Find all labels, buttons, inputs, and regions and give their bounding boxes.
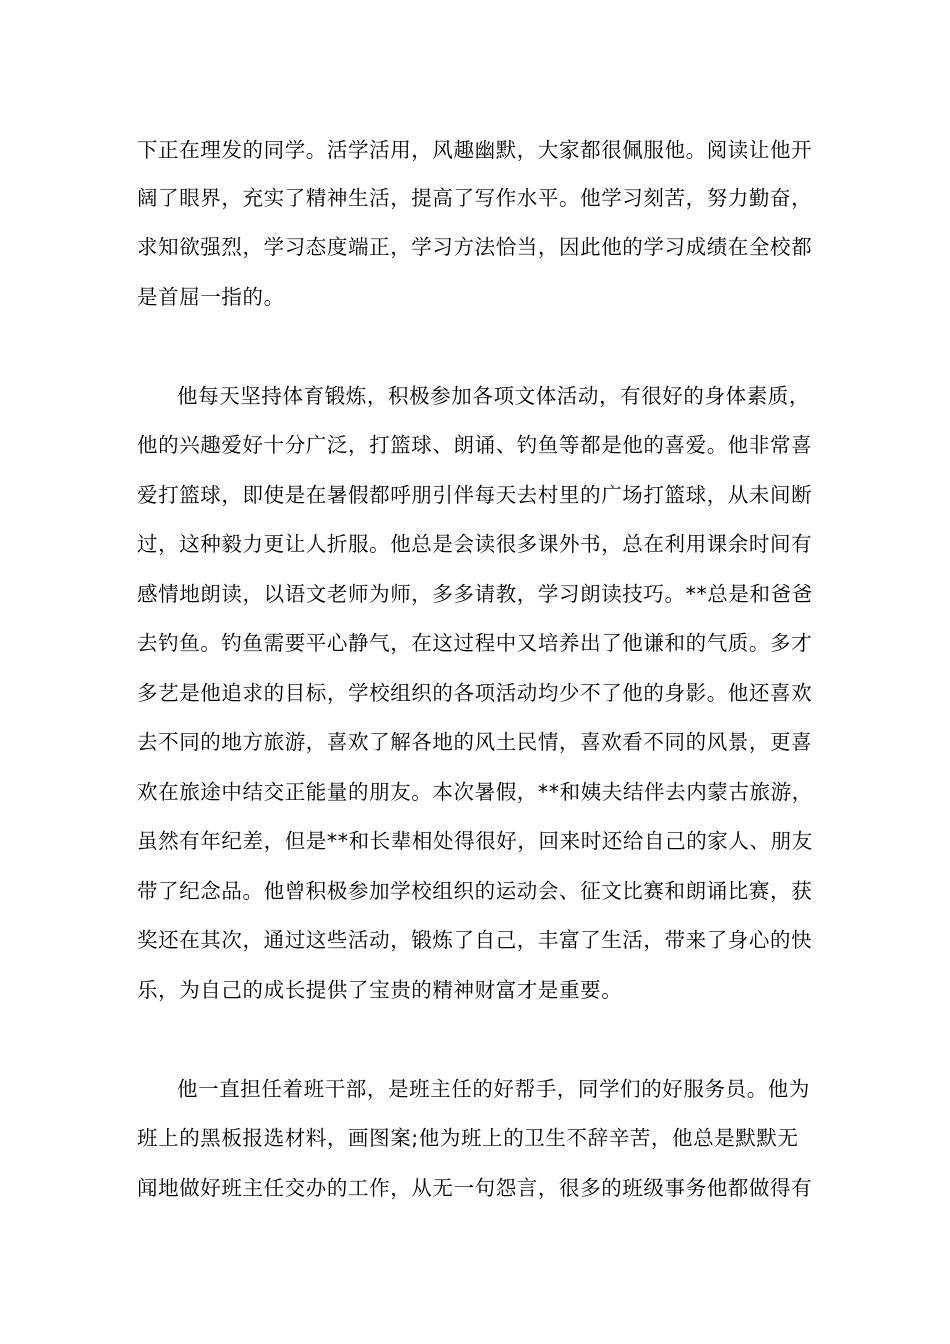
paragraph-2-line-2: 他的兴趣爱好十分广泛，打篮球、朗诵、钓鱼等都是他的喜爱。他非常喜	[137, 433, 813, 457]
paragraph-2-line-7: 多艺是他追求的目标，学校组织的各项活动均少不了他的身影。他还喜欢	[137, 681, 813, 705]
paragraph-2-line-12: 奖还在其次，通过这些活动，锻炼了自己，丰富了生活，带来了身心的快	[137, 928, 813, 952]
paragraph-2-line-3: 爱打篮球，即使是在暑假都呼朋引伴每天去村里的广场打篮球，从未间断	[137, 483, 813, 507]
paragraph-2-line-10: 虽然有年纪差，但是**和长辈相处得很好，回来时还给自己的家人、朋友	[137, 829, 813, 853]
paragraph-2-line-8: 去不同的地方旅游，喜欢了解各地的风土民情，喜欢看不同的风景，更喜	[137, 730, 813, 754]
paragraph-2-line-11: 带了纪念品。他曾积极参加学校组织的运动会、征文比赛和朗诵比赛，获	[137, 879, 813, 903]
paragraph-2-line-4: 过，这种毅力更让人折服。他总是会读很多课外书，总在利用课余时间有	[137, 532, 813, 556]
paragraph-1-line-1: 下正在理发的同学。活学活用，风趣幽默，大家都很佩服他。阅读让他开	[137, 138, 813, 162]
paragraph-1-line-4: 是首屈一指的。	[137, 285, 285, 309]
paragraph-3-line-1: 他一直担任着班干部，是班主任的好帮手，同学们的好服务员。他为	[177, 1077, 810, 1101]
paragraph-1-line-2: 阔了眼界，充实了精神生活，提高了写作水平。他学习刻苦，努力勤奋，	[137, 186, 813, 210]
paragraph-1-line-3: 求知欲强烈，学习态度端正，学习方法恰当，因此他的学习成绩在全校都	[137, 235, 813, 259]
paragraph-2-line-5: 感情地朗读，以语文老师为师，多多请教，学习朗读技巧。**总是和爸爸	[137, 582, 813, 606]
paragraph-3-line-3: 闻地做好班主任交办的工作，从无一句怨言，很多的班级事务他都做得有	[137, 1176, 813, 1200]
paragraph-3-line-2: 班上的黑板报选材料，画图案;他为班上的卫生不辞辛苦，他总是默默无	[137, 1126, 799, 1150]
paragraph-2-line-1: 他每天坚持体育锻炼，积极参加各项文体活动，有很好的身体素质，	[177, 384, 810, 408]
paragraph-2-line-13: 乐，为自己的成长提供了宝贵的精神财富才是重要。	[137, 978, 623, 1002]
paragraph-2-line-6: 去钓鱼。钓鱼需要平心静气，在这过程中又培养出了他谦和的气质。多才	[137, 631, 813, 655]
paragraph-2-line-9: 欢在旅途中结交正能量的朋友。本次暑假，**和姨夫结伴去内蒙古旅游，	[137, 780, 813, 804]
